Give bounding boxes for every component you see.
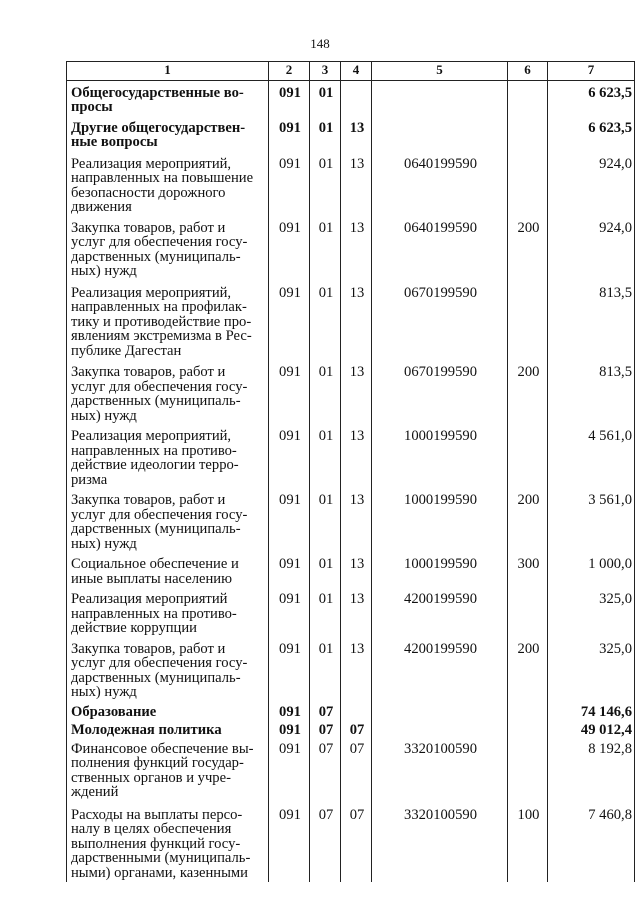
row-code-col3: 01 [310, 217, 341, 281]
row-amount: 49 012,4 [548, 721, 635, 740]
row-code-col6: 200 [508, 217, 548, 281]
row-amount: 813,5 [548, 281, 635, 361]
row-code-col5: 4200199590 [372, 638, 508, 702]
table-row [67, 152, 635, 217]
row-code-col5 [372, 702, 508, 722]
row-name: Закупка товаров, работ и услуг для обеспечения госу- дарственных (муниципаль- ных) нужд [67, 217, 269, 281]
row-code-col4: 07 [341, 740, 372, 802]
row-code-col5: 1000199590 [372, 425, 508, 489]
row-name: Реализация мероприятий направленных на противо- действие коррупции [67, 588, 269, 638]
row-code-col3: 01 [310, 281, 341, 361]
row-name: Общегосударственные во- просы [67, 80, 269, 117]
row-code-col5: 1000199590 [372, 553, 508, 588]
row-code-col5: 0670199590 [372, 360, 508, 425]
row-name: Реализация мероприятий, направленных на профилак- тику и противодействие про- явлениям экстремизма в Рес- публике Дагестан [67, 281, 269, 361]
column-header: 4 [341, 62, 372, 81]
row-amount: 6 623,5 [548, 80, 635, 117]
row-code-col3: 07 [310, 740, 341, 802]
row-code-col2: 091 [269, 425, 310, 489]
row-code-col4: 13 [341, 117, 372, 152]
row-code-col4: 07 [341, 802, 372, 883]
row-amount: 325,0 [548, 588, 635, 638]
row-code-col4: 13 [341, 425, 372, 489]
row-code-col2: 091 [269, 217, 310, 281]
row-name: Закупка товаров, работ и услуг для обеспечения госу- дарственных (муниципаль- ных) нужд [67, 360, 269, 425]
row-code-col2: 091 [269, 117, 310, 152]
row-code-col6 [508, 152, 548, 217]
column-header-row [67, 62, 635, 81]
column-header: 2 [269, 62, 310, 81]
table-row [67, 80, 635, 117]
row-code-col2: 091 [269, 638, 310, 702]
row-name: Закупка товаров, работ и услуг для обеспечения госу- дарственных (муниципаль- ных) нужд [67, 489, 269, 553]
row-amount: 7 460,8 [548, 802, 635, 883]
row-code-col4 [341, 80, 372, 117]
row-amount: 3 561,0 [548, 489, 635, 553]
row-code-col6 [508, 117, 548, 152]
column-header: 6 [508, 62, 548, 81]
row-code-col2: 091 [269, 740, 310, 802]
page-number: 148 [310, 36, 330, 51]
row-amount: 6 623,5 [548, 117, 635, 152]
row-code-col2: 091 [269, 489, 310, 553]
row-code-col2: 091 [269, 702, 310, 722]
row-code-col4: 13 [341, 553, 372, 588]
row-code-col4: 13 [341, 281, 372, 361]
row-name: Закупка товаров, работ и услуг для обеспечения госу- дарственных (муниципаль- ных) нужд [67, 638, 269, 702]
row-code-col5 [372, 721, 508, 740]
column-header: 5 [372, 62, 508, 81]
table-row [67, 360, 635, 425]
row-code-col3: 01 [310, 553, 341, 588]
row-code-col6 [508, 281, 548, 361]
table-row [67, 117, 635, 152]
row-code-col6 [508, 740, 548, 802]
row-code-col2: 091 [269, 588, 310, 638]
row-code-col6: 100 [508, 802, 548, 883]
row-code-col4: 13 [341, 489, 372, 553]
table-row [67, 740, 635, 802]
table-row [67, 802, 635, 883]
row-code-col2: 091 [269, 553, 310, 588]
row-code-col3: 01 [310, 360, 341, 425]
row-amount: 74 146,6 [548, 702, 635, 722]
row-amount: 4 561,0 [548, 425, 635, 489]
row-code-col4: 07 [341, 721, 372, 740]
row-amount: 325,0 [548, 638, 635, 702]
row-code-col4: 13 [341, 588, 372, 638]
row-name: Социальное обеспечение и иные выплаты населению [67, 553, 269, 588]
table-row [67, 425, 635, 489]
row-code-col6 [508, 721, 548, 740]
row-code-col6 [508, 702, 548, 722]
row-code-col6 [508, 588, 548, 638]
column-header: 3 [310, 62, 341, 81]
table-row [67, 489, 635, 553]
row-code-col2: 091 [269, 721, 310, 740]
row-code-col3: 01 [310, 80, 341, 117]
row-name: Финансовое обеспечение вы- полнения функций государ- ственных органов и учре- ждений [67, 740, 269, 802]
row-code-col4 [341, 702, 372, 722]
row-name: Другие общегосударствен- ные вопросы [67, 117, 269, 152]
row-code-col3: 01 [310, 638, 341, 702]
row-code-col3: 07 [310, 802, 341, 883]
row-code-col5: 0670199590 [372, 281, 508, 361]
row-name: Реализация мероприятий, направленных на повышение безопасности дорожного движения [67, 152, 269, 217]
row-amount: 1 000,0 [548, 553, 635, 588]
row-name: Реализация мероприятий, направленных на противо- действие идеологии терро- ризма [67, 425, 269, 489]
row-code-col3: 07 [310, 721, 341, 740]
row-code-col6 [508, 80, 548, 117]
row-code-col5: 0640199590 [372, 152, 508, 217]
column-header: 1 [67, 62, 269, 81]
row-name: Расходы на выплаты персо- налу в целях обеспечения выполнения функций госу- дарственными (муниципаль- ными) органами, казенными [67, 802, 269, 883]
row-name: Молодежная политика [67, 721, 269, 740]
row-code-col2: 091 [269, 802, 310, 883]
row-code-col5: 1000199590 [372, 489, 508, 553]
row-amount: 924,0 [548, 152, 635, 217]
row-code-col5: 4200199590 [372, 588, 508, 638]
row-code-col3: 01 [310, 152, 341, 217]
row-code-col4: 13 [341, 360, 372, 425]
row-code-col6 [508, 425, 548, 489]
row-code-col4: 13 [341, 217, 372, 281]
row-code-col3: 01 [310, 489, 341, 553]
table-row [67, 702, 635, 722]
table-row [67, 281, 635, 361]
row-code-col2: 091 [269, 281, 310, 361]
row-code-col6: 200 [508, 360, 548, 425]
row-code-col5: 0640199590 [372, 217, 508, 281]
budget-table [66, 61, 635, 882]
row-code-col3: 01 [310, 425, 341, 489]
row-code-col3: 01 [310, 117, 341, 152]
row-code-col2: 091 [269, 152, 310, 217]
row-amount: 924,0 [548, 217, 635, 281]
row-name: Образование [67, 702, 269, 722]
row-code-col4: 13 [341, 638, 372, 702]
row-code-col6: 200 [508, 638, 548, 702]
row-code-col5: 3320100590 [372, 740, 508, 802]
table-row [67, 588, 635, 638]
column-header: 7 [548, 62, 635, 81]
row-code-col6: 300 [508, 553, 548, 588]
row-code-col4: 13 [341, 152, 372, 217]
row-code-col3: 01 [310, 588, 341, 638]
table-row [67, 217, 635, 281]
row-code-col2: 091 [269, 360, 310, 425]
row-code-col5 [372, 117, 508, 152]
row-code-col6: 200 [508, 489, 548, 553]
table-row [67, 553, 635, 588]
row-code-col3: 07 [310, 702, 341, 722]
row-amount: 813,5 [548, 360, 635, 425]
row-amount: 8 192,8 [548, 740, 635, 802]
row-code-col2: 091 [269, 80, 310, 117]
row-code-col5: 3320100590 [372, 802, 508, 883]
row-code-col5 [372, 80, 508, 117]
table-row [67, 721, 635, 740]
table-row [67, 638, 635, 702]
